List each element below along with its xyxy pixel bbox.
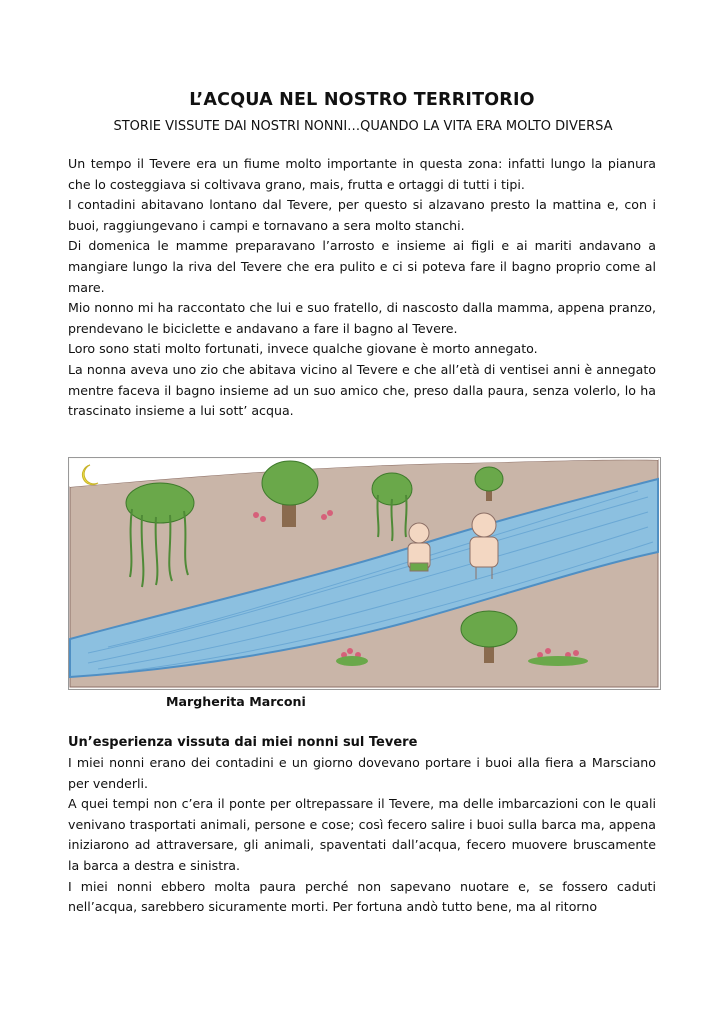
story1-paragraph: Di domenica le mamme preparavano l’arrosto e insieme ai figli e ai mariti andavano a mangiare lungo la riva del Tevere che era pulito e ci si poteva fare il bagno proprio come al mare.	[68, 238, 656, 295]
story2-paragraph: A quei tempi non c’era il ponte per oltrepassare il Tevere, ma delle imbarcazioni con le quali venivano trasportati animali, persone e cose; così fecero salire i buoi sulla barca ma, appena iniziarono ad attraversare, gli animali, spaventati dall’acqua, fecero muovere bruscamente la barca a destra e sinistra.	[68, 796, 656, 873]
drawing-caption: Margherita Marconi	[166, 694, 306, 709]
story1-body	[68, 154, 656, 422]
story1-paragraph: I contadini abitavano lontano dal Tevere, per questo si alzavano presto la mattina e, con i buoi, raggiungevano i campi e tornavano a sera molto stanchi.	[68, 197, 656, 233]
river-drawing-svg	[68, 457, 661, 690]
river-drawing	[68, 457, 661, 690]
story1-paragraph: Loro sono stati molto fortunati, invece qualche giovane è morto annegato.	[68, 341, 538, 357]
story1-paragraph: Un tempo il Tevere era un fiume molto importante in questa zona: infatti lungo la pianura che lo costeggiava si coltivava grano, mais, frutta e ortaggi di tutti i tipi.	[68, 156, 656, 192]
story2-paragraph: I miei nonni ebbero molta paura perché non sapevano nuotare e, se fossero caduti nell’acqua, sarebbero sicuramente morti. Per fortuna andò tutto bene, ma al ritorno	[68, 878, 656, 915]
story1-paragraph: Mio nonno mi ha raccontato che lui e suo fratello, di nascosto dalla mamma, appena pranzo, prendevano le biciclette e andavano a fare il bagno al Tevere.	[68, 300, 656, 336]
willow-tree-small	[372, 473, 412, 541]
story2-body	[68, 753, 656, 918]
story2-paragraph: I miei nonni erano dei contadini e un giorno dovevano portare i buoi alla fiera a Marsciano per venderli.	[68, 755, 656, 791]
story1-paragraph: La nonna aveva uno zio che abitava vicino al Tevere e che all’età di ventisei anni è annegato mentre faceva il bagno insieme ad un suo amico che, preso dalla paura, senza volerlo, lo ha trascinato insieme a lui sott’ acqua.	[68, 361, 656, 419]
story2-heading: Un’esperienza vissuta dai miei nonni sul Tevere	[68, 735, 418, 750]
page-title: L’ACQUA NEL NOSTRO TERRITORIO	[189, 90, 535, 110]
page-subtitle: STORIE VISSUTE DAI NOSTRI NONNI…QUANDO LA VITA ERA MOLTO DIVERSA	[113, 119, 613, 134]
child-left	[408, 523, 430, 571]
